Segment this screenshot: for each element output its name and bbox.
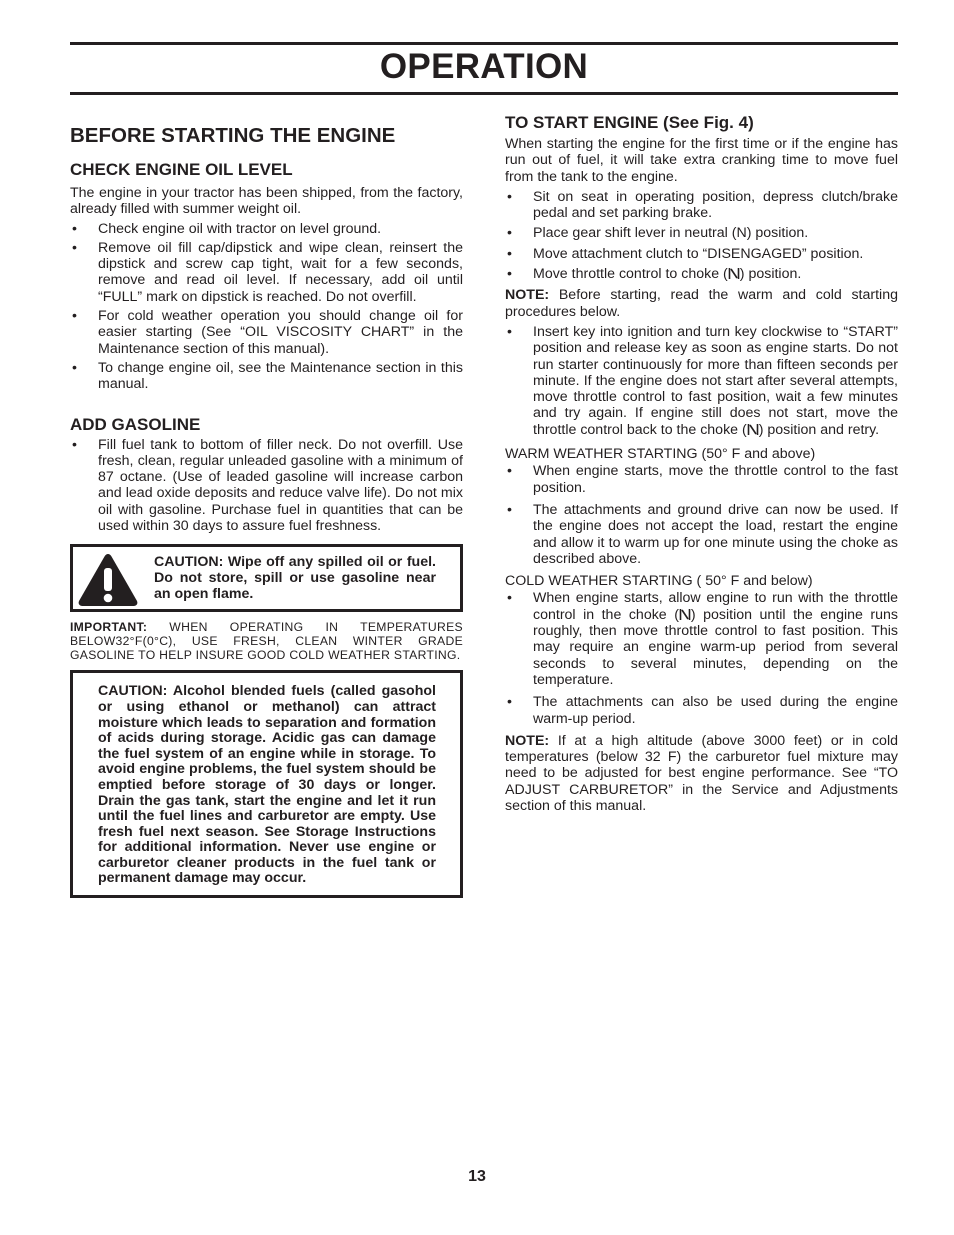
list-item: • The attachments and ground drive can now be used. If the engine does not accept the load, restart the engine and allow it to warm up for one minute using the choke as described above.	[505, 502, 898, 567]
cold-weather-heading: COLD WEATHER STARTING ( 50° F and below)	[505, 573, 813, 590]
page-number: 13	[468, 1168, 486, 1185]
header-rule-top	[70, 42, 898, 45]
choke-icon	[679, 608, 691, 621]
caution-text-spill: CAUTION: Wipe off any spilled oil or fuel. Do not store, spill or use gasoline near an open flame.	[154, 554, 436, 602]
list-item: • Check engine oil with tractor on level ground.	[70, 221, 463, 237]
important-text: WHEN OPERATING IN TEMPERATURES BELOW32°F(0°C), USE FRESH, CLEAN WINTER GRADE GASOLINE TO HELP INSURE GOOD COLD WEATHER STARTING.	[70, 620, 463, 663]
list-item: • When engine starts, move the throttle control to the fast position.	[505, 463, 898, 496]
key-list	[505, 324, 898, 438]
note-label: NOTE:	[505, 732, 550, 749]
key-text-pre: Insert key into ignition and turn key clockwise to “START” position and release key as soon as engine starts. Do not run starter continuously for more than fifteen seconds per minute. If the engine does not start after several attempts, move throttle control to fast position, wait a few minutes and try again. If engine still does not start, move the throttle control back to the choke (	[533, 323, 898, 438]
choke-icon	[747, 423, 759, 436]
oil-heading: CHECK ENGINE OIL LEVEL	[70, 160, 293, 179]
warning-icon	[77, 552, 139, 608]
throttle-text-post: ) position.	[739, 266, 802, 283]
section-title: BEFORE STARTING THE ENGINE	[70, 124, 396, 147]
throttle-text-pre: Move throttle control to choke (	[533, 266, 728, 283]
list-item: • Sit on seat in operating position, depress clutch/brake pedal and set parking brake.	[505, 189, 898, 222]
list-item	[505, 266, 898, 282]
oil-intro: The engine in your tractor has been shipped, from the factory, already filled with summer weight oil.	[70, 185, 463, 218]
cold-list	[505, 590, 898, 726]
cold-text-pre: When engine starts, allow engine to run with the throttle control in the choke (	[533, 590, 898, 623]
caution-box-alcohol	[70, 670, 463, 898]
left-column	[70, 124, 463, 898]
list-item	[505, 590, 898, 688]
list-item: • Move attachment clutch to “DISENGAGED” position.	[505, 246, 898, 262]
caution-text-alcohol: CAUTION: Alcohol blended fuels (called gasohol or using ethanol or methanol) can attract moisture which leads to separation and formation of acids during storage. Acidic gas can damage the fuel system of an engine while in storage. To avoid engine problems, the fuel system should be emptied before storage of 30 days or longer. Drain the gas tank, start the engine and let it run until the fuel lines and carburetor are empty. Use fresh fuel next season. See Storage Instructions for additional information. Never use engine or carburetor cleaner products in the fuel tank or permanent damage may occur.	[98, 683, 436, 887]
start-list	[505, 189, 898, 282]
note-starting	[505, 287, 898, 320]
list-item: • Place gear shift lever in neutral (N) position.	[505, 225, 898, 241]
note-text: If at a high altitude (above 3000 feet) or in cold temperatures (below 32 F) the carburetor fuel mixture may need to be adjusted for best engine performance. See “TO ADJUST CARBURETOR” in the Service and Adjustments section of this manual.	[505, 732, 898, 814]
start-intro: When starting the engine for the first time or if the engine has run out of fuel, it will take extra cranking time to move fuel from the tank to the engine.	[505, 136, 898, 185]
gas-list	[70, 437, 463, 535]
page-title: OPERATION	[379, 47, 589, 86]
note-label: NOTE:	[505, 287, 550, 304]
list-item: • For cold weather operation you should change oil for easier starting (See “OIL VISCOSITY CHART” in the Maintenance section of this manual).	[70, 308, 463, 357]
note-altitude	[505, 733, 898, 814]
warm-list	[505, 463, 898, 567]
choke-icon	[728, 267, 740, 280]
warm-weather-heading: WARM WEATHER STARTING (50° F and above)	[505, 446, 816, 463]
oil-list	[70, 221, 463, 393]
list-item	[505, 324, 898, 438]
header-rule-bottom	[70, 92, 898, 95]
list-item: • The attachments can also be used during the engine warm-up period.	[505, 694, 898, 727]
note-text: Before starting, read the warm and cold starting procedures below.	[505, 287, 898, 320]
important-note	[70, 620, 463, 662]
right-column	[505, 113, 898, 818]
key-text-post: ) position and retry.	[758, 421, 880, 438]
cold-text-post: ) position until the engine runs roughly, then move throttle control to fast position. This may require an engine warm-up period from several seconds to several minutes, depending on the temperature.	[533, 606, 898, 688]
list-item: • To change engine oil, see the Maintenance section in this manual.	[70, 360, 463, 393]
gas-heading: ADD GASOLINE	[70, 414, 201, 434]
caution-box-spill	[70, 544, 463, 612]
list-item: • Remove oil fill cap/dipstick and wipe clean, reinsert the dipstick and screw cap tight, wait for a few seconds, remove and read oil level. If necessary, add oil until “FULL” mark on dipstick is reached. Do not overfill.	[70, 240, 463, 305]
list-item: • Fill fuel tank to bottom of filler neck. Do not overfill. Use fresh, clean, regular unleaded gasoline with a minimum of 87 octane. (Use of leaded gasoline will increase carbon and lead oxide deposits and reduce valve life). Do not mix oil with gasoline. Purchase fuel in quantities that can be used within 30 days to assure fuel freshness.	[70, 437, 463, 535]
start-engine-heading: TO START ENGINE (See Fig. 4)	[505, 113, 754, 132]
important-label: IMPORTANT:	[70, 620, 148, 635]
